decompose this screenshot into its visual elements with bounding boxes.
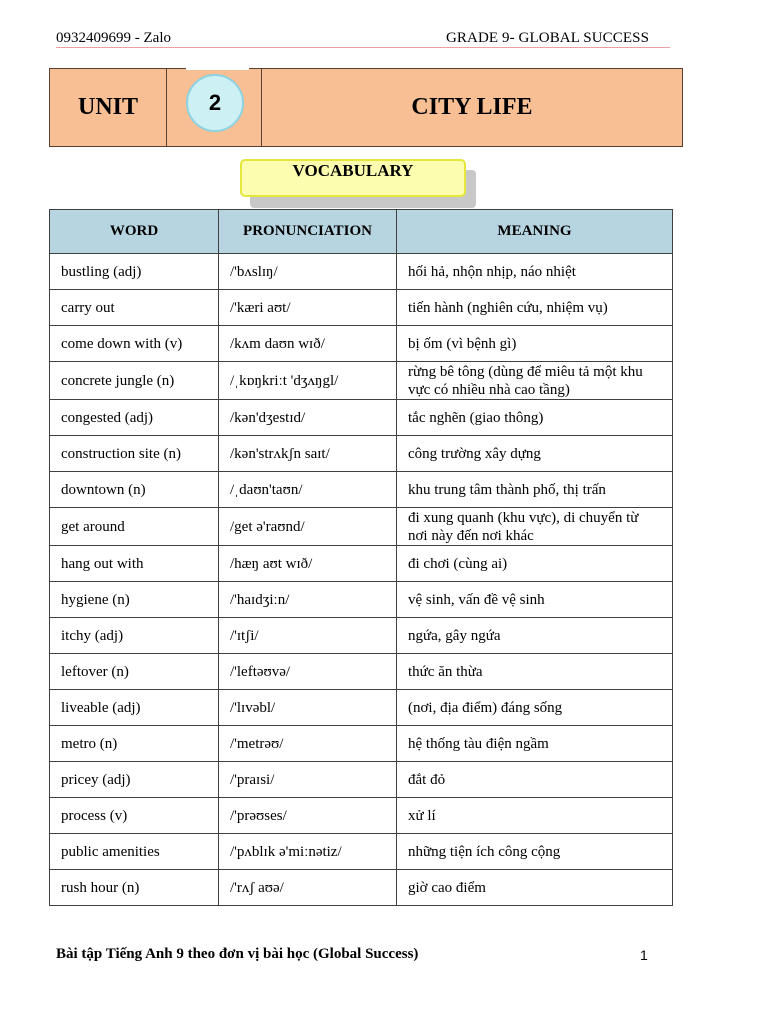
- pronunciation-cell: /kʌm daʊn wɪð/: [219, 326, 397, 362]
- table-row: [50, 290, 673, 326]
- meaning-cell: tiến hành (nghiên cứu, nhiệm vụ): [397, 290, 673, 326]
- table-header-row: [50, 210, 673, 254]
- table-row: [50, 798, 673, 834]
- column-header-word: WORD: [50, 210, 219, 254]
- table-row: [50, 400, 673, 436]
- unit-label: UNIT: [50, 69, 167, 146]
- table-row: [50, 870, 673, 906]
- pronunciation-cell: /'bʌslɪŋ/: [219, 254, 397, 290]
- meaning-cell: rừng bê tông (dùng để miêu tả một khu vực có nhiều nhà cao tầng): [397, 362, 673, 400]
- header-course: GRADE 9- GLOBAL SUCCESS: [446, 30, 650, 46]
- meaning-cell: tắc nghẽn (giao thông): [397, 400, 673, 436]
- word-cell: process (v): [50, 798, 219, 834]
- word-cell: rush hour (n): [50, 870, 219, 906]
- pronunciation-cell: /get ə'raʊnd/: [219, 508, 397, 546]
- table-row: [50, 726, 673, 762]
- table-row: [50, 690, 673, 726]
- word-cell: construction site (n): [50, 436, 219, 472]
- word-cell: carry out: [50, 290, 219, 326]
- pronunciation-cell: /'pʌblɪk ə'miːnətiz/: [219, 834, 397, 870]
- table-row: [50, 472, 673, 508]
- table-row: [50, 582, 673, 618]
- word-cell: public amenities: [50, 834, 219, 870]
- pronunciation-cell: /kən'dʒestɪd/: [219, 400, 397, 436]
- word-cell: hygiene (n): [50, 582, 219, 618]
- word-cell: pricey (adj): [50, 762, 219, 798]
- table-row: [50, 362, 673, 400]
- pronunciation-cell: /'ɪtʃi/: [219, 618, 397, 654]
- word-cell: get around: [50, 508, 219, 546]
- vocabulary-table: [49, 209, 673, 906]
- table-row: [50, 326, 673, 362]
- unit-banner: [49, 68, 683, 147]
- meaning-cell: (nơi, địa điểm) đáng sống: [397, 690, 673, 726]
- table-row: [50, 762, 673, 798]
- word-cell: downtown (n): [50, 472, 219, 508]
- meaning-cell: hối hả, nhộn nhịp, náo nhiệt: [397, 254, 673, 290]
- word-cell: itchy (adj): [50, 618, 219, 654]
- meaning-cell: ngứa, gây ngứa: [397, 618, 673, 654]
- pronunciation-cell: /'metrəʊ/: [219, 726, 397, 762]
- table-row: [50, 546, 673, 582]
- pronunciation-cell: /ˌkɒŋkriːt 'dʒʌŋgl/: [219, 362, 397, 400]
- column-header-meaning: MEANING: [397, 210, 673, 254]
- pronunciation-cell: /'rʌʃ aʊə/: [219, 870, 397, 906]
- word-cell: come down with (v): [50, 326, 219, 362]
- pronunciation-cell: /'praɪsi/: [219, 762, 397, 798]
- unit-title: CITY LIFE: [411, 94, 533, 120]
- meaning-cell: giờ cao điểm: [397, 870, 673, 906]
- header-contact: 0932409699 - Zalo: [56, 30, 171, 46]
- unit-number-badge: 2: [186, 74, 244, 132]
- table-row: [50, 834, 673, 870]
- pronunciation-cell: /'lɪvəbl/: [219, 690, 397, 726]
- table-row: [50, 654, 673, 690]
- meaning-cell: xử lí: [397, 798, 673, 834]
- meaning-cell: đi chơi (cùng ai): [397, 546, 673, 582]
- pronunciation-cell: /hæŋ aʊt wɪð/: [219, 546, 397, 582]
- pronunciation-cell: /kən'strʌkʃn saɪt/: [219, 436, 397, 472]
- meaning-cell: vệ sinh, vấn đề vệ sinh: [397, 582, 673, 618]
- meaning-cell: khu trung tâm thành phố, thị trấn: [397, 472, 673, 508]
- table-row: [50, 618, 673, 654]
- column-header-pronunciation: PRONUNCIATION: [219, 210, 397, 254]
- pronunciation-cell: /'prəʊses/: [219, 798, 397, 834]
- word-cell: hang out with: [50, 546, 219, 582]
- table-row: [50, 508, 673, 546]
- table-row: [50, 254, 673, 290]
- word-cell: bustling (adj): [50, 254, 219, 290]
- header-divider: [56, 47, 670, 48]
- meaning-cell: đi xung quanh (khu vực), di chuyển từ nơi này đến nơi khác: [397, 508, 673, 546]
- word-cell: leftover (n): [50, 654, 219, 690]
- pronunciation-cell: /ˌdaʊn'taʊn/: [219, 472, 397, 508]
- section-title: VOCABULARY: [240, 159, 466, 197]
- pronunciation-cell: /'kæri aʊt/: [219, 290, 397, 326]
- word-cell: congested (adj): [50, 400, 219, 436]
- pronunciation-cell: /'leftəʊvə/: [219, 654, 397, 690]
- pronunciation-cell: /'haɪdʒiːn/: [219, 582, 397, 618]
- page-number: 1: [640, 947, 648, 963]
- meaning-cell: bị ốm (vì bệnh gì): [397, 326, 673, 362]
- meaning-cell: những tiện ích công cộng: [397, 834, 673, 870]
- meaning-cell: thức ăn thừa: [397, 654, 673, 690]
- word-cell: concrete jungle (n): [50, 362, 219, 400]
- meaning-cell: công trường xây dựng: [397, 436, 673, 472]
- meaning-cell: đắt đỏ: [397, 762, 673, 798]
- footer-book-title: Bài tập Tiếng Anh 9 theo đơn vị bài học (Global Success): [56, 946, 419, 962]
- word-cell: metro (n): [50, 726, 219, 762]
- meaning-cell: hệ thống tàu điện ngầm: [397, 726, 673, 762]
- word-cell: liveable (adj): [50, 690, 219, 726]
- table-row: [50, 436, 673, 472]
